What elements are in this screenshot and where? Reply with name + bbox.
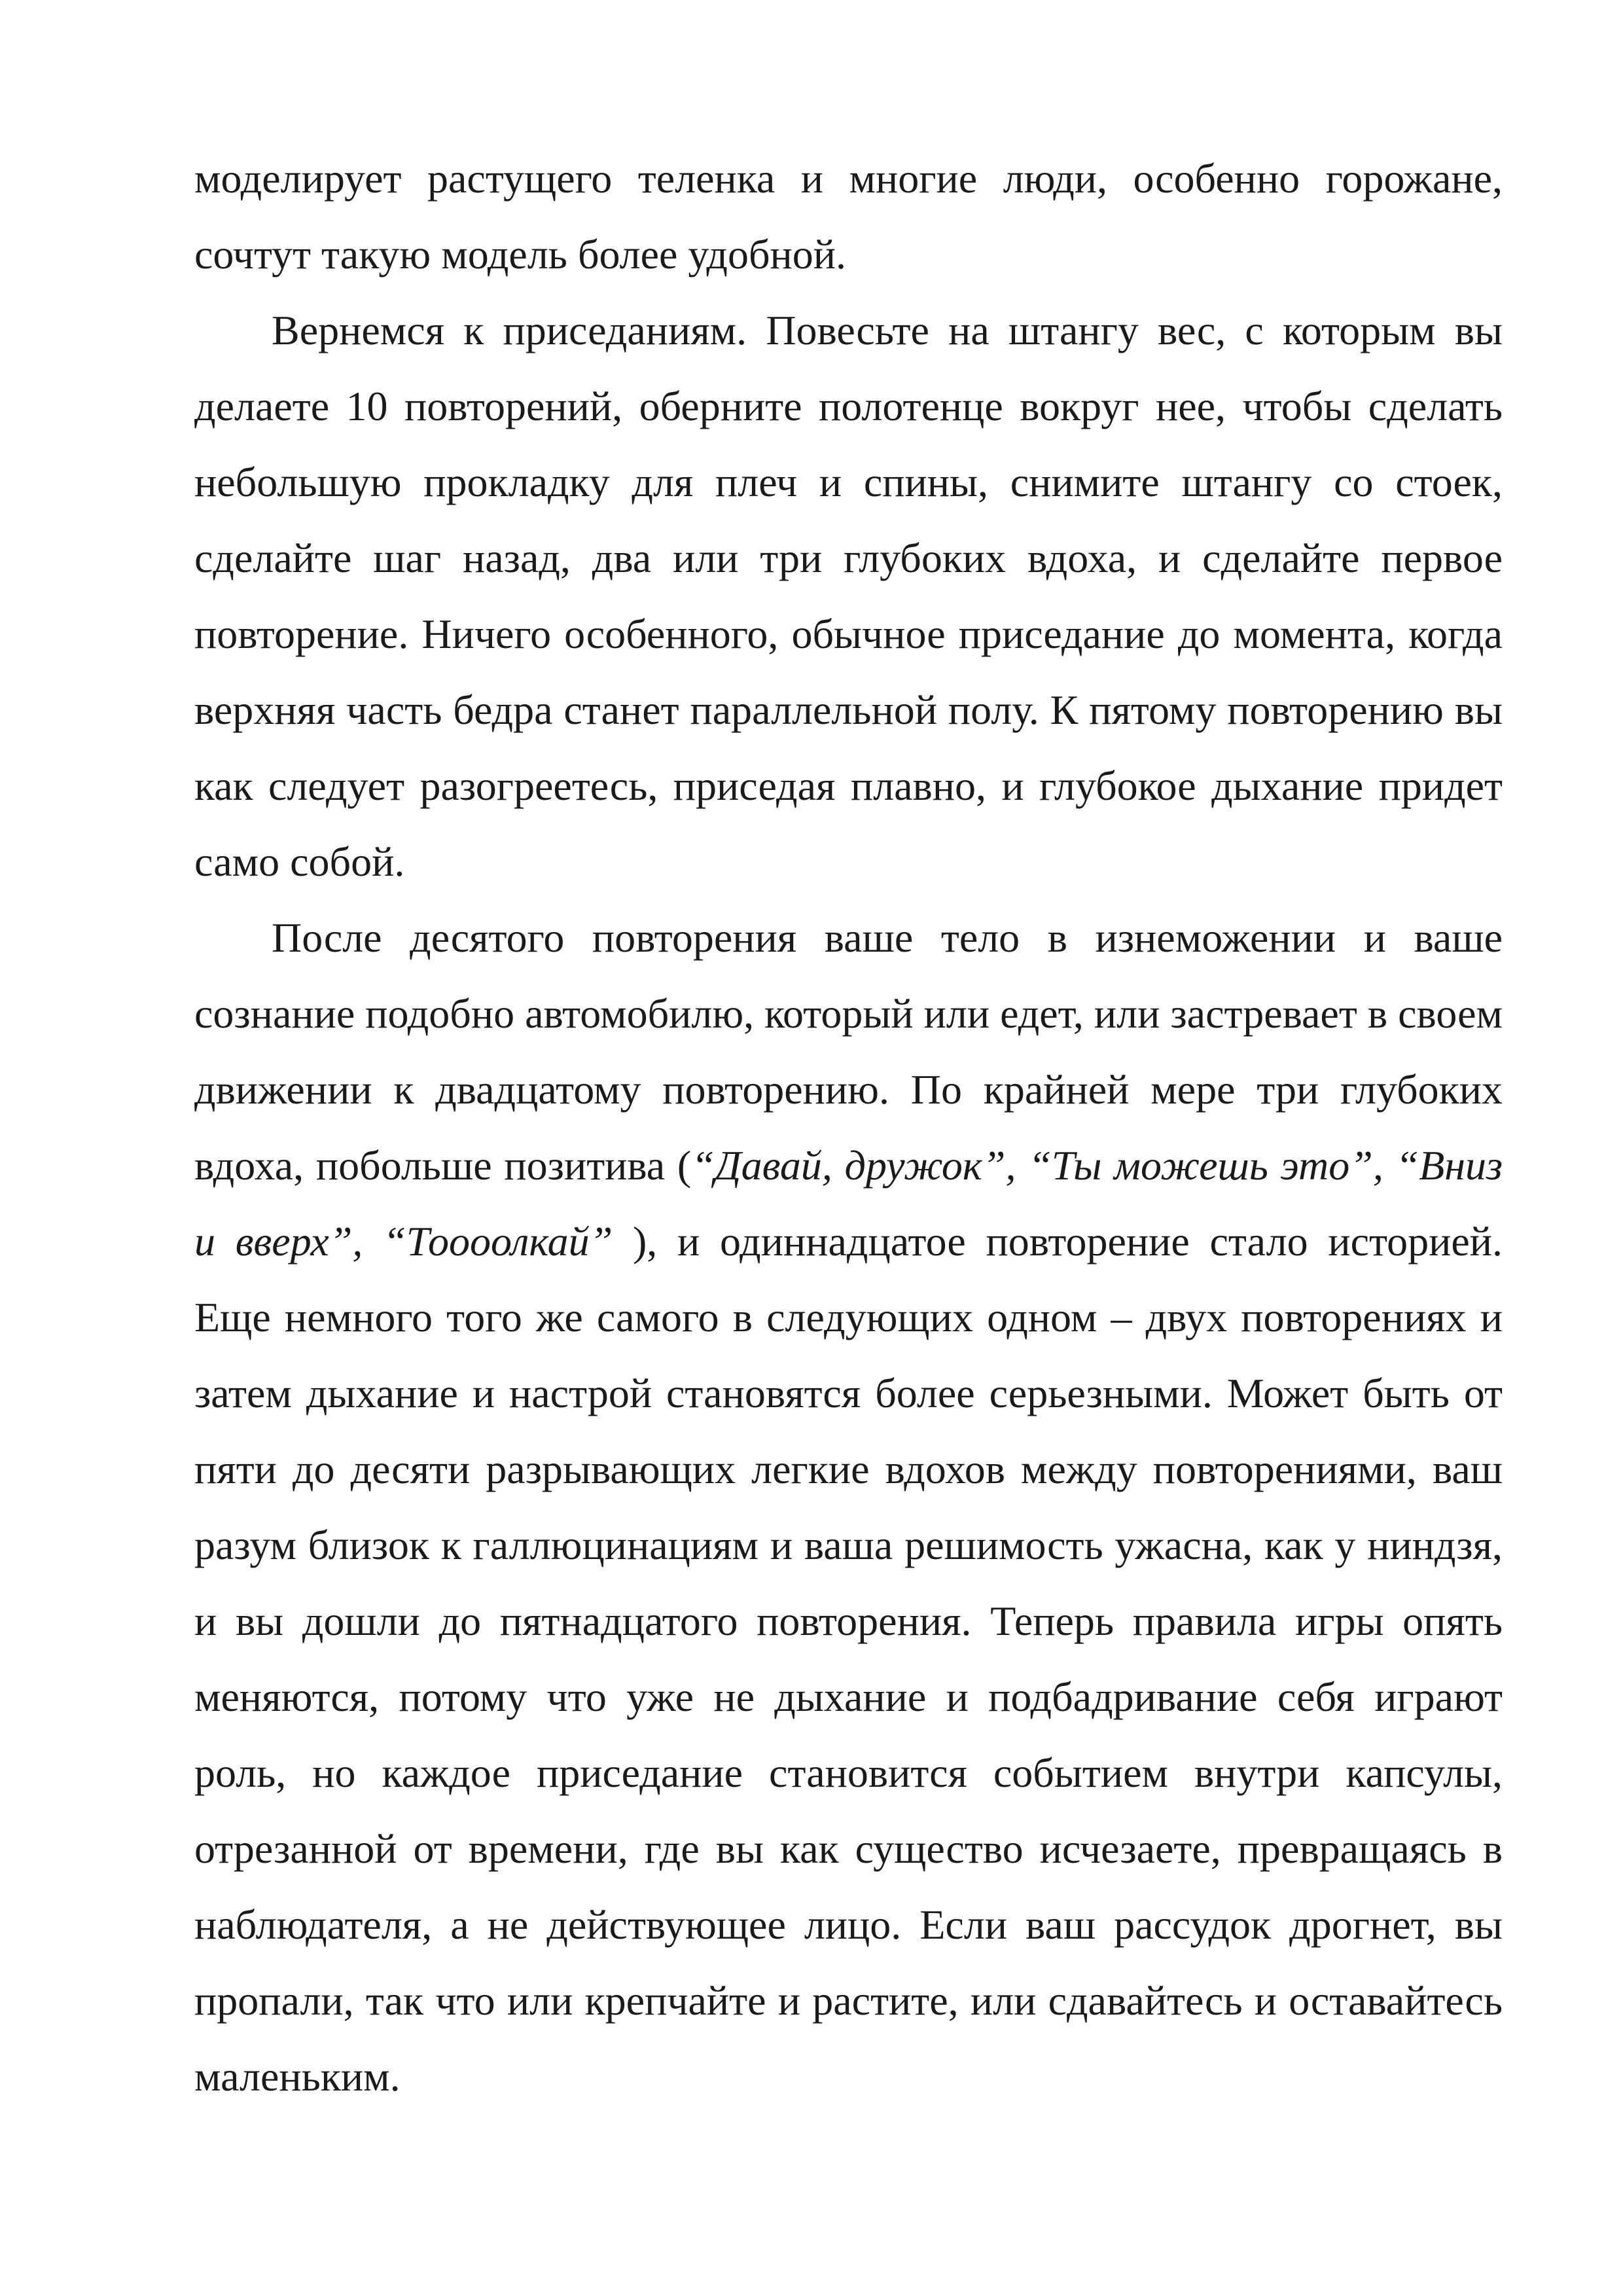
paragraph-3 (194, 900, 1503, 2115)
paragraph-2: Вернемся к приседаниям. Повесьте на штангу вес, с которым вы делаете 10 повторений, оберните полотенце вокруг нее, чтобы сделать небольшую прокладку для плеч и спины, снимите штангу со стоек, сделайте шаг назад, два или три глубоких вдоха, и сделайте первое повторение. Ничего особенного, обычное приседание до момента, когда верхняя часть бедра станет параллельной полу. К пятому повторению вы как следует разогреетесь, приседая плавно, и глубокое дыхание придет само собой. (194, 307, 1503, 885)
paragraph-3-text-end: ), и одиннадцатое повторение стало историей. Еще немного того же самого в следующих одном – двух повторениях и затем дыхание и настрой становятся более серьезными. Может быть от пяти до десяти разрывающих легкие вдохов между повторениями, ваш разум близок к галлюцинациям и ваша решимость ужасна, как у ниндзя, и вы дошли до пятнадцатого повторения. Теперь правила игры опять меняются, потому что уже не дыхание и подбадривание себя играют роль, но каждое приседание становится событием внутри капсулы, отрезанной от времени, где вы как существо исчезаете, превращаясь в наблюдателя, а не действующее лицо. Если ваш рассудок дрогнет, вы пропали, так что или крепчайте и растите, или сдавайтесь и оставайтесь маленьким. (194, 1218, 1503, 2100)
paragraph-3-text-start: После десятого повторения ваше тело в изнеможении и ваше сознание подобно автомобилю, который или едет, или застревает в своем движении к двадцатому повторению. По крайней мере три глубоких вдоха, побольше позитива ( (194, 914, 1503, 1189)
body-text (194, 141, 1503, 2115)
paragraph-3-italic-quotes: “Давай, дружок”, “Ты можешь это”, “Вниз и вверх”, “Тоооолкай” (194, 1142, 1503, 1265)
paragraph-1: моделирует растущего теленка и многие люди, особенно горожане, сочтут такую модель более удобной. (194, 155, 1503, 278)
